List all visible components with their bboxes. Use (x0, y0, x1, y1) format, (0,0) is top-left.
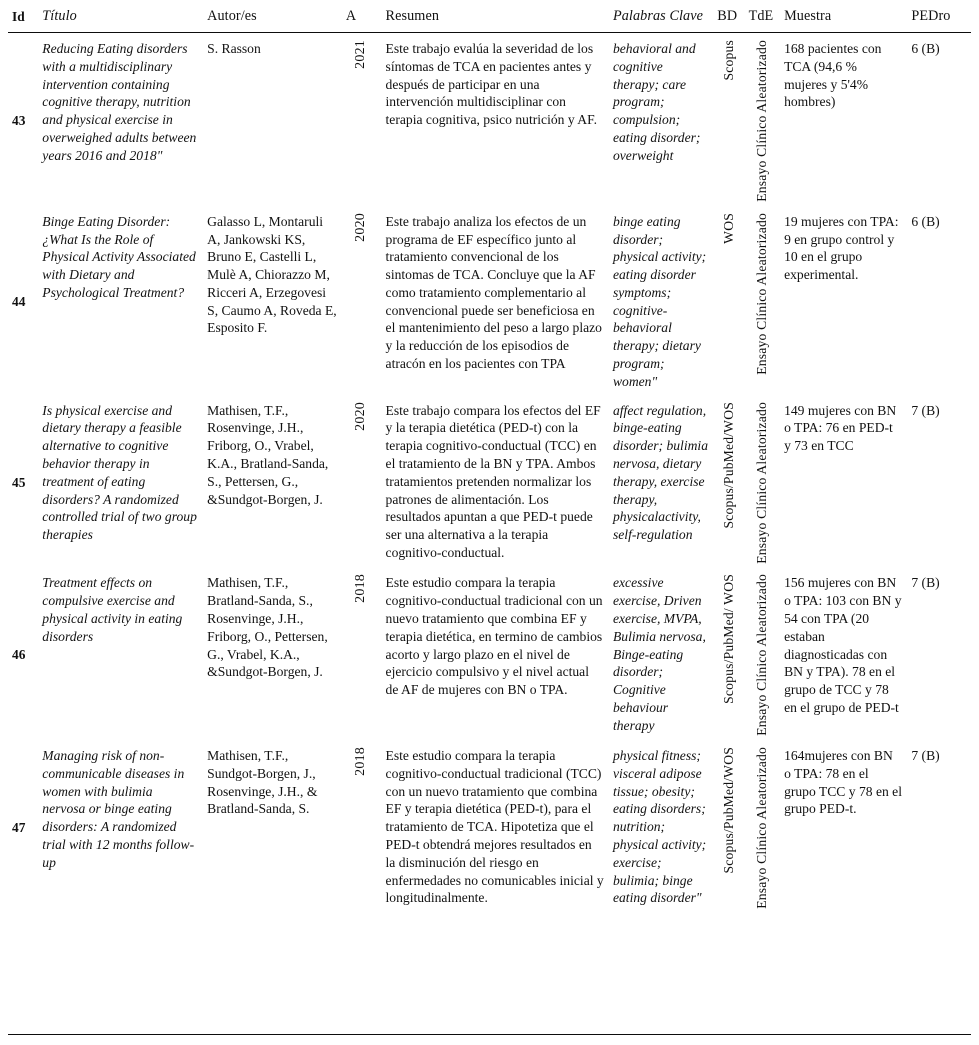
table-row (8, 740, 971, 919)
cell-muestra: 149 mujeres con BN o TPA: 76 en PED-t y 73 en TCC (784, 402, 897, 454)
cell-anio (343, 740, 383, 919)
table-body (8, 33, 971, 919)
anio-value: 2021 (353, 40, 369, 69)
cell-pedro: 6 (B) (911, 213, 940, 229)
systematic-review-table (8, 6, 971, 919)
cell-autores: Mathisen, T.F., Rosenvinge, J.H., Friborg, O., Vrabel, K.A., Bratland-Sanda, S., Pettersen, G., &Sundgot-Borgen, J. (207, 402, 329, 507)
tde-value: Ensayo Clínico Aleatorizado (754, 574, 770, 737)
cell-autores: Galasso L, Montaruli A, Jankowski KS, Bruno E, Castelli L, Mulè A, Chiorazzo M, Ricceri A, Erzegovesi S, Caumo A, Roveda E, Esposito F. (207, 213, 337, 336)
cell-tde (746, 33, 781, 206)
cell-anio (343, 567, 383, 740)
table-row (8, 33, 971, 206)
table-row (8, 395, 971, 568)
cell-bd (714, 567, 745, 740)
cell-bd (714, 740, 745, 919)
cell-pedro: 7 (B) (911, 575, 940, 591)
cell-muestra: 156 mujeres con BN o TPA: 103 con BN y 54 con TPA (20 estaban diagnosticadas con BN y TPA). 78 en el grupo de TCC y 78 en el grupo de PED-t (784, 575, 902, 715)
cell-titulo: Binge Eating Disorder: ¿What Is the Role of Physical Activity Associated with Dietary and Psychological Treatment? (42, 213, 196, 300)
table-bottom-rule (8, 1034, 971, 1035)
column-header-autores: Autor/es (204, 6, 343, 33)
cell-resumen: Este trabajo analiza los efectos de un programa de EF específico junto al tratamiento convencional de los sintomas de TCA. Concluye que la AF como tratamiento complementario al convencional puede ser beneficiosa en el mantenimiento del peso a largo plazo y la reducción de los episodios de atracón en los pacientes con TPA (385, 213, 602, 372)
cell-tde (746, 395, 781, 568)
anio-value: 2018 (353, 747, 369, 776)
cell-anio (343, 33, 383, 206)
cell-bd (714, 395, 745, 568)
cell-muestra: 19 mujeres con TPA: 9 en grupo control y 10 en el grupo experimental. (784, 213, 899, 283)
cell-id: 45 (12, 474, 26, 490)
cell-autores: Mathisen, T.F., Bratland-Sanda, S., Rosenvinge, J.H., Friborg, O., Pettersen, G., Vrabel, K.A., &Sundgot-Borgen, J. (207, 575, 328, 680)
cell-muestra: 168 pacientes con TCA (94,6 % mujeres y 5'4% hombres) (784, 41, 882, 110)
cell-autores: Mathisen, T.F., Sundgot-Borgen, J., Rosenvinge, J.H., & Bratland-Sanda, S. (207, 748, 318, 817)
cell-tde (746, 740, 781, 919)
cell-palabras-clave: affect regulation, binge-eating disorder; bulimia nervosa, dietary therapy, exercise therapy, physicalactivity, self-regulation (612, 402, 708, 543)
cell-bd (714, 206, 745, 395)
cell-id: 44 (12, 293, 26, 309)
cell-titulo: Reducing Eating disorders with a multidisciplinary intervention containing cognitive therapy, nutrition and physical exercise in overweighed adults between years 2016 and 2018" (42, 41, 197, 163)
cell-titulo: Treatment effects on compulsive exercise and physical activity in eating disorders (42, 575, 183, 644)
tde-value: Ensayo Clínico Aleatorizado (754, 747, 770, 909)
column-header-muestra: Muestra (781, 6, 908, 33)
anio-value: 2020 (353, 212, 369, 242)
cell-id: 47 (12, 820, 26, 836)
column-header-titulo: Título (39, 6, 204, 33)
table-row (8, 206, 971, 395)
cell-id: 43 (12, 113, 26, 129)
cell-anio (343, 395, 383, 568)
bd-value: WOS (720, 212, 736, 244)
column-header-bd: BD (714, 6, 745, 33)
cell-palabras-clave: binge eating disorder; physical activity; eating disorder symptoms; cognitive-behavioral therapy; dietary program; women" (612, 213, 707, 389)
cell-anio (343, 206, 383, 395)
cell-resumen: Este estudio compara la terapia cognitivo-conductual tradicional con un nuevo tratamiento que combina EF y terapia dietética, en termino de cambios acorto y largo plazo en el nivel de ejercicio compulsivo y el nivel actual de AF de mujeres con BN o TPA. (385, 575, 603, 698)
anio-value: 2020 (353, 401, 369, 431)
cell-bd (714, 33, 745, 206)
bd-value: Scopus/PubMed/ WOS (720, 574, 736, 705)
table-header (8, 6, 971, 33)
table-row (8, 567, 971, 740)
cell-palabras-clave: physical fitness; visceral adipose tissue; obesity; eating disorders; nutrition; physical activity; exercise; bulimia; binge eating disorder" (612, 748, 707, 906)
cell-autores: S. Rasson (207, 41, 261, 56)
cell-pedro: 7 (B) (911, 748, 940, 764)
cell-tde (746, 206, 781, 395)
tde-value: Ensayo Clínico Aleatorizado (754, 401, 770, 564)
bd-value: Scopus (720, 40, 736, 81)
column-header-resumen: Resumen (383, 6, 610, 33)
cell-titulo: Is physical exercise and dietary therapy a feasible alternative to cognitive behavior therapy in treatment of eating disorders? A randomized controlled trial of two group therapies (42, 402, 197, 543)
cell-id: 46 (12, 647, 26, 663)
column-header-pedro: PEDro (908, 6, 971, 33)
cell-palabras-clave: excessive exercise, Driven exercise, MVPA, Bulimia nervosa, Binge-eating disorder; Cognitive behaviour therapy (612, 575, 706, 733)
tde-value: Ensayo Clínico Aleatorizado (754, 212, 770, 375)
cell-resumen: Este trabajo evalúa la severidad de los síntomas de TCA en pacientes antes y después de participar en una intervención multidisciplinar con terapia cognitiva, psico nutrición y AF. (385, 41, 597, 128)
cell-palabras-clave: behavioral and cognitive therapy; care program; compulsion; eating disorder; overweight (612, 41, 701, 163)
cell-resumen: Este trabajo compara los efectos del EF y la terapia dietética (PED-t) con la terapia cognitivo-conductual (TCC) en el tratamiento de la BN y TPA. Ambos tratamientos pretenden normalizar los patrones de alimentación. Los resultados apuntan a que PED-t puede ser una alternativa a la terapia cognitivo-conductual. (385, 402, 601, 561)
column-header-tde: TdE (746, 6, 781, 33)
cell-pedro: 6 (B) (911, 41, 940, 56)
cell-pedro: 7 (B) (911, 402, 940, 418)
anio-value: 2018 (353, 574, 369, 604)
bd-value: Scopus/PubMed/WOS (720, 401, 736, 529)
cell-titulo: Managing risk of non-communicable diseases in women with bulimia nervosa or binge eating disorders: A randomized trial with 12 months follow-up (42, 748, 195, 870)
column-header-palabras-clave: Palabras Clave (610, 6, 714, 33)
cell-resumen: Este estudio compara la terapia cognitivo-conductual tradicional (TCC) con un nuevo tratamiento que combina EF y terapia dietética (PED-t), para el tratamiento de TCA. Hipotetiza que el PED-t obtendrá mejores resultados en la disminución del riesgo en enfermedades no comunicables inicial y longitudinalmente. (385, 748, 604, 906)
tde-value: Ensayo Clínico Aleatorizado (754, 40, 770, 202)
bd-value: Scopus/PubMed/WOS (720, 747, 736, 874)
cell-muestra: 164mujeres con BN o TPA: 78 en el grupo TCC y 78 en el grupo PED-t. (784, 748, 902, 817)
column-header-anio: A (343, 6, 383, 33)
cell-tde (746, 567, 781, 740)
column-header-id: Id (8, 6, 39, 33)
